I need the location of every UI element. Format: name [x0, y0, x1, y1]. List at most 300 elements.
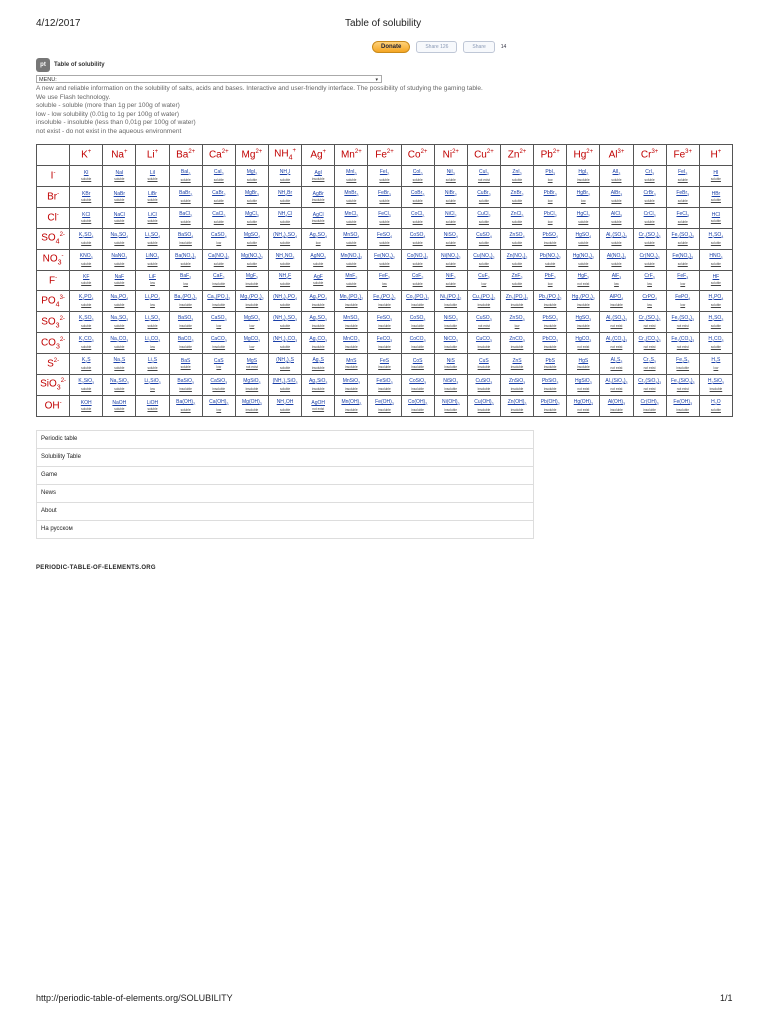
compound-formula-link[interactable]: $NH_4F$ — [278, 273, 292, 281]
compound-formula-link[interactable]: $(NH_4)_2SO_4$ — [273, 231, 297, 239]
compound-cell[interactable] — [268, 395, 301, 416]
compound-cell[interactable] — [302, 375, 335, 396]
compound-cell[interactable] — [567, 207, 600, 228]
compound-formula-link[interactable]: CuS — [479, 358, 489, 365]
compound-cell[interactable] — [302, 312, 335, 333]
compound-cell[interactable] — [666, 207, 699, 228]
compound-cell[interactable] — [136, 312, 169, 333]
compound-formula-link[interactable]: HgSiO$_3$ — [574, 378, 592, 386]
compound-cell[interactable] — [534, 228, 567, 249]
compound-cell[interactable] — [567, 395, 600, 416]
compound-formula-link[interactable]: $(NH_4)_2SO_3$ — [273, 315, 297, 323]
compound-formula-link[interactable]: $Ag_3PO_4$ — [309, 294, 327, 302]
compound-cell[interactable] — [633, 375, 666, 396]
compound-cell[interactable] — [666, 312, 699, 333]
compound-formula-link[interactable]: CoBr$_2$ — [410, 189, 425, 197]
compound-formula-link[interactable]: $Mg_3(PO_4)_2$ — [240, 294, 264, 302]
compound-cell[interactable] — [567, 375, 600, 396]
compound-cell[interactable] — [235, 395, 268, 416]
compound-cell[interactable] — [666, 270, 699, 291]
compound-cell[interactable] — [335, 228, 368, 249]
compound-cell[interactable] — [335, 291, 368, 312]
compound-formula-link[interactable]: $Ni(OH)_2$ — [441, 398, 460, 406]
compound-formula-link[interactable]: MgF$_2$ — [245, 273, 258, 281]
compound-cell[interactable] — [235, 186, 268, 207]
compound-formula-link[interactable]: CaSO$_4$ — [210, 231, 227, 239]
compound-formula-link[interactable]: MnI$_2$ — [346, 168, 357, 176]
compound-cell[interactable] — [202, 166, 235, 187]
compound-cell[interactable] — [633, 228, 666, 249]
compound-cell[interactable] — [434, 291, 467, 312]
compound-cell[interactable] — [302, 166, 335, 187]
compound-formula-link[interactable]: AgNO$_3$ — [310, 252, 326, 260]
compound-formula-link[interactable]: $Co(OH)_2$ — [408, 398, 428, 406]
compound-cell[interactable] — [202, 249, 235, 270]
compound-formula-link[interactable]: $H_2SO_4$ — [708, 231, 724, 239]
compound-cell[interactable] — [169, 228, 202, 249]
compound-formula-link[interactable]: CaF$_2$ — [213, 273, 225, 281]
compound-cell[interactable] — [600, 270, 633, 291]
compound-formula-link[interactable]: MnSO$_4$ — [343, 231, 360, 239]
compound-formula-link[interactable]: $H_2S$ — [711, 357, 721, 365]
compound-formula-link[interactable]: LiCl — [148, 211, 157, 218]
compound-formula-link[interactable]: $Ca(NO_3)_2$ — [208, 252, 230, 260]
compound-cell[interactable] — [467, 312, 500, 333]
compound-formula-link[interactable]: AlPO$_4$ — [609, 294, 624, 302]
compound-formula-link[interactable]: NaF — [114, 274, 125, 281]
compound-formula-link[interactable]: ZnI$_2$ — [512, 168, 522, 176]
compound-formula-link[interactable]: MgSiO$_3$ — [243, 378, 261, 386]
brand-title[interactable]: Table of solubility — [54, 62, 105, 68]
compound-formula-link[interactable]: CuBr$_2$ — [477, 189, 491, 197]
compound-formula-link[interactable]: AgBr — [312, 190, 324, 197]
compound-formula-link[interactable]: $Ag_2SO_4$ — [309, 231, 327, 239]
compound-formula-link[interactable]: CoCl$_2$ — [411, 210, 425, 218]
compound-cell[interactable] — [235, 375, 268, 396]
compound-formula-link[interactable]: $Ba(OH)_2$ — [176, 398, 196, 406]
compound-formula-link[interactable]: $NH_4I$ — [279, 168, 291, 176]
compound-cell[interactable] — [103, 249, 136, 270]
compound-cell[interactable] — [368, 291, 401, 312]
compound-cell[interactable] — [467, 228, 500, 249]
compound-cell[interactable] — [103, 186, 136, 207]
compound-formula-link[interactable]: NiSO$_4$ — [443, 231, 458, 239]
compound-cell[interactable] — [434, 375, 467, 396]
compound-formula-link[interactable]: $Cr_2S_3$ — [643, 357, 656, 365]
nav-item[interactable]: Solubility Table — [36, 449, 534, 467]
compound-formula-link[interactable]: KOH — [80, 399, 92, 406]
compound-cell[interactable] — [302, 291, 335, 312]
compound-cell[interactable] — [434, 312, 467, 333]
compound-cell[interactable] — [600, 186, 633, 207]
compound-cell[interactable] — [302, 228, 335, 249]
compound-formula-link[interactable]: NiCl$_2$ — [445, 210, 457, 218]
compound-formula-link[interactable]: ZnCl$_2$ — [510, 210, 524, 218]
compound-cell[interactable] — [434, 207, 467, 228]
compound-formula-link[interactable]: $Na_2S$ — [113, 357, 126, 365]
compound-cell[interactable] — [467, 186, 500, 207]
compound-formula-link[interactable]: CrBr$_3$ — [643, 189, 656, 197]
compound-cell[interactable] — [368, 395, 401, 416]
compound-cell[interactable] — [302, 333, 335, 354]
compound-cell[interactable] — [401, 375, 434, 396]
compound-cell[interactable] — [202, 312, 235, 333]
compound-cell[interactable] — [567, 333, 600, 354]
compound-formula-link[interactable]: CaS — [213, 358, 224, 365]
compound-formula-link[interactable]: FeF$_2$ — [379, 273, 390, 281]
compound-cell[interactable] — [401, 166, 434, 187]
compound-formula-link[interactable]: $Pb(OH)_2$ — [540, 398, 560, 406]
compound-cell[interactable] — [401, 312, 434, 333]
compound-cell[interactable] — [434, 228, 467, 249]
compound-cell[interactable] — [567, 270, 600, 291]
compound-formula-link[interactable]: CuCO$_3$ — [475, 336, 492, 344]
compound-cell[interactable] — [666, 354, 699, 375]
compound-formula-link[interactable]: $Ba(NO_3)_2$ — [175, 252, 197, 260]
compound-formula-link[interactable]: $Ca(OH)_2$ — [209, 398, 229, 406]
compound-formula-link[interactable]: CoSO$_3$ — [409, 315, 426, 323]
compound-cell[interactable] — [202, 228, 235, 249]
compound-formula-link[interactable]: FeCl$_2$ — [378, 210, 391, 218]
compound-formula-link[interactable]: PbSO$_4$ — [542, 231, 558, 239]
compound-formula-link[interactable]: $NH_4Br$ — [277, 189, 293, 197]
compound-cell[interactable] — [600, 354, 633, 375]
compound-formula-link[interactable]: $Ni_3(PO_4)_2$ — [440, 294, 462, 302]
compound-formula-link[interactable]: FeSO$_3$ — [376, 315, 392, 323]
compound-cell[interactable] — [401, 291, 434, 312]
compound-cell[interactable] — [500, 270, 533, 291]
compound-cell[interactable] — [534, 249, 567, 270]
compound-formula-link[interactable]: $Co_3(PO_4)_2$ — [406, 294, 430, 302]
compound-cell[interactable] — [70, 270, 103, 291]
compound-cell[interactable] — [434, 395, 467, 416]
compound-cell[interactable] — [235, 207, 268, 228]
compound-cell[interactable] — [434, 186, 467, 207]
compound-formula-link[interactable]: $Co(NO_3)_2$ — [407, 252, 429, 260]
compound-formula-link[interactable]: KF — [83, 274, 90, 281]
compound-formula-link[interactable]: NiI$_2$ — [446, 168, 455, 176]
compound-formula-link[interactable]: $H_2SO_3$ — [708, 315, 724, 323]
compound-formula-link[interactable]: FeSO$_4$ — [376, 231, 392, 239]
compound-formula-link[interactable]: $Ag_2CO_3$ — [309, 336, 327, 344]
compound-cell[interactable] — [169, 186, 202, 207]
compound-formula-link[interactable]: MnBr$_2$ — [344, 189, 359, 197]
compound-cell[interactable] — [268, 375, 301, 396]
compound-formula-link[interactable]: CuSO$_3$ — [476, 315, 492, 323]
compound-cell[interactable] — [136, 333, 169, 354]
compound-cell[interactable] — [633, 395, 666, 416]
compound-formula-link[interactable]: $Fe_2S_3$ — [676, 357, 690, 365]
compound-formula-link[interactable]: LiF — [149, 274, 156, 281]
compound-cell[interactable] — [567, 166, 600, 187]
compound-cell[interactable] — [103, 291, 136, 312]
compound-formula-link[interactable]: $Zn(OH)_2$ — [507, 398, 527, 406]
compound-cell[interactable] — [633, 354, 666, 375]
compound-cell[interactable] — [136, 270, 169, 291]
compound-cell[interactable] — [699, 354, 732, 375]
compound-cell[interactable] — [534, 186, 567, 207]
compound-formula-link[interactable]: LiOH — [146, 399, 159, 406]
compound-cell[interactable] — [335, 375, 368, 396]
compound-cell[interactable] — [567, 249, 600, 270]
compound-cell[interactable] — [368, 207, 401, 228]
compound-cell[interactable] — [600, 312, 633, 333]
compound-formula-link[interactable]: CaBr$_2$ — [212, 189, 226, 197]
compound-cell[interactable] — [467, 333, 500, 354]
compound-cell[interactable] — [699, 312, 732, 333]
compound-cell[interactable] — [467, 395, 500, 416]
compound-formula-link[interactable]: $K_2CO_3$ — [78, 336, 94, 344]
compound-cell[interactable] — [666, 228, 699, 249]
compound-cell[interactable] — [70, 395, 103, 416]
compound-formula-link[interactable]: HgF$_2$ — [577, 273, 590, 281]
compound-formula-link[interactable]: BaBr$_2$ — [179, 189, 193, 197]
compound-formula-link[interactable]: HCl — [711, 211, 721, 218]
compound-cell[interactable] — [699, 375, 732, 396]
compound-cell[interactable] — [169, 166, 202, 187]
compound-cell[interactable] — [434, 354, 467, 375]
compound-cell[interactable] — [70, 228, 103, 249]
compound-formula-link[interactable]: PbSiO$_3$ — [541, 378, 559, 386]
compound-cell[interactable] — [699, 291, 732, 312]
compound-formula-link[interactable]: $NH_4OH$ — [276, 398, 294, 406]
compound-cell[interactable] — [103, 333, 136, 354]
compound-cell[interactable] — [401, 333, 434, 354]
compound-formula-link[interactable]: FeBr$_3$ — [676, 189, 690, 197]
compound-cell[interactable] — [699, 186, 732, 207]
compound-cell[interactable] — [268, 270, 301, 291]
compound-cell[interactable] — [368, 270, 401, 291]
compound-cell[interactable] — [235, 228, 268, 249]
compound-formula-link[interactable]: $K_2SiO_3$ — [78, 378, 95, 386]
compound-formula-link[interactable]: KI — [83, 169, 89, 176]
compound-formula-link[interactable]: FeS — [379, 358, 390, 365]
compound-formula-link[interactable]: CrPO$_4$ — [642, 294, 657, 302]
compound-cell[interactable] — [335, 207, 368, 228]
compound-cell[interactable] — [202, 207, 235, 228]
compound-formula-link[interactable]: $Fe_2(CO_3)_3$ — [671, 336, 695, 344]
compound-formula-link[interactable]: AgCl — [312, 211, 324, 218]
compound-cell[interactable] — [534, 270, 567, 291]
compound-cell[interactable] — [500, 228, 533, 249]
nav-item[interactable]: About — [36, 503, 534, 521]
compound-formula-link[interactable]: $Hg(NO_3)_2$ — [572, 252, 594, 260]
compound-cell[interactable] — [169, 291, 202, 312]
compound-cell[interactable] — [136, 395, 169, 416]
compound-cell[interactable] — [268, 166, 301, 187]
compound-cell[interactable] — [169, 395, 202, 416]
compound-formula-link[interactable]: MnCl$_2$ — [344, 210, 359, 218]
compound-formula-link[interactable]: CoF$_2$ — [411, 273, 424, 281]
compound-formula-link[interactable]: CuI$_2$ — [479, 168, 489, 176]
compound-formula-link[interactable]: AgI — [314, 169, 322, 176]
compound-formula-link[interactable]: CoCO$_3$ — [409, 336, 426, 344]
compound-cell[interactable] — [335, 395, 368, 416]
compound-formula-link[interactable]: MgS — [246, 358, 258, 365]
compound-cell[interactable] — [169, 354, 202, 375]
compound-cell[interactable] — [70, 375, 103, 396]
compound-formula-link[interactable]: $Na_2SO_4$ — [110, 231, 129, 239]
compound-formula-link[interactable]: $Mn(OH)_2$ — [341, 398, 362, 406]
compound-cell[interactable] — [235, 270, 268, 291]
compound-formula-link[interactable]: PbCl$_2$ — [543, 210, 557, 218]
compound-cell[interactable] — [633, 186, 666, 207]
compound-formula-link[interactable]: PbS — [545, 358, 555, 365]
compound-formula-link[interactable]: NiSO$_3$ — [443, 315, 458, 323]
compound-cell[interactable] — [268, 312, 301, 333]
compound-cell[interactable] — [103, 207, 136, 228]
compound-cell[interactable] — [666, 186, 699, 207]
compound-cell[interactable] — [467, 354, 500, 375]
compound-cell[interactable] — [633, 207, 666, 228]
compound-formula-link[interactable]: $Zn_3(PO_4)_2$ — [505, 294, 529, 302]
compound-formula-link[interactable]: CrCl$_3$ — [643, 210, 656, 218]
compound-cell[interactable] — [434, 249, 467, 270]
compound-cell[interactable] — [500, 166, 533, 187]
compound-cell[interactable] — [136, 186, 169, 207]
compound-formula-link[interactable]: ZnSO$_4$ — [509, 231, 525, 239]
compound-formula-link[interactable]: MgSO$_4$ — [243, 231, 260, 239]
compound-formula-link[interactable]: $Li_2SO_3$ — [144, 315, 161, 323]
compound-cell[interactable] — [235, 291, 268, 312]
compound-formula-link[interactable]: ZnSiO$_3$ — [508, 378, 526, 386]
compound-formula-link[interactable]: FeF$_3$ — [677, 273, 689, 281]
compound-formula-link[interactable]: BaSO$_3$ — [177, 315, 194, 323]
compound-formula-link[interactable]: KCl — [82, 211, 91, 218]
compound-cell[interactable] — [169, 333, 202, 354]
compound-cell[interactable] — [600, 395, 633, 416]
compound-formula-link[interactable]: AlCl$_3$ — [610, 210, 623, 218]
compound-cell[interactable] — [600, 291, 633, 312]
compound-formula-link[interactable]: CuF$_2$ — [478, 273, 490, 281]
compound-cell[interactable] — [500, 333, 533, 354]
compound-formula-link[interactable]: $Pb_3(PO_4)_2$ — [538, 294, 562, 302]
compound-cell[interactable] — [567, 312, 600, 333]
compound-formula-link[interactable]: PbSO$_3$ — [542, 315, 558, 323]
compound-formula-link[interactable]: $Cu_3(PO_4)_2$ — [472, 294, 496, 302]
compound-cell[interactable] — [534, 291, 567, 312]
compound-cell[interactable] — [567, 228, 600, 249]
compound-cell[interactable] — [500, 207, 533, 228]
compound-formula-link[interactable]: $Cr(NO_3)_3$ — [639, 252, 660, 260]
compound-cell[interactable] — [169, 249, 202, 270]
compound-cell[interactable] — [169, 312, 202, 333]
compound-formula-link[interactable]: $Cr_2(SO_3)_3$ — [638, 315, 661, 323]
compound-cell[interactable] — [600, 228, 633, 249]
compound-cell[interactable] — [335, 354, 368, 375]
compound-cell[interactable] — [169, 270, 202, 291]
compound-formula-link[interactable]: NiF$_2$ — [445, 273, 456, 281]
compound-cell[interactable] — [666, 291, 699, 312]
compound-cell[interactable] — [434, 166, 467, 187]
compound-formula-link[interactable]: MnF$_2$ — [345, 273, 358, 281]
compound-cell[interactable] — [136, 207, 169, 228]
compound-formula-link[interactable]: $Fe(OH)_3$ — [673, 398, 693, 406]
compound-formula-link[interactable]: $Ca_3(PO_4)_2$ — [207, 294, 231, 302]
compound-cell[interactable] — [467, 270, 500, 291]
menu-select[interactable] — [36, 75, 382, 83]
compound-formula-link[interactable]: FePO$_4$ — [675, 294, 691, 302]
compound-cell[interactable] — [368, 249, 401, 270]
compound-formula-link[interactable]: HgSO$_3$ — [575, 315, 592, 323]
compound-cell[interactable] — [534, 395, 567, 416]
compound-cell[interactable] — [467, 291, 500, 312]
compound-formula-link[interactable]: CaSiO$_3$ — [210, 378, 228, 386]
compound-cell[interactable] — [467, 249, 500, 270]
compound-formula-link[interactable]: $Mn(NO_3)_2$ — [340, 252, 363, 260]
compound-formula-link[interactable]: $Fe(NO_3)_2$ — [374, 252, 395, 260]
compound-formula-link[interactable]: MnSiO$_3$ — [342, 378, 360, 386]
compound-formula-link[interactable]: MnS — [346, 358, 357, 365]
nav-item[interactable]: Game — [36, 467, 534, 485]
compound-cell[interactable] — [401, 228, 434, 249]
compound-cell[interactable] — [368, 186, 401, 207]
compound-formula-link[interactable]: $Al_2(SiO_3)_3$ — [605, 378, 628, 386]
compound-formula-link[interactable]: ZnF$_2$ — [511, 273, 523, 281]
compound-formula-link[interactable]: $(NH_4)_2S$ — [276, 357, 294, 365]
compound-formula-link[interactable]: $Cu(OH)_2$ — [474, 398, 494, 406]
donate-button[interactable]: Donate — [372, 41, 410, 53]
compound-cell[interactable] — [699, 228, 732, 249]
compound-cell[interactable] — [666, 249, 699, 270]
compound-formula-link[interactable]: MgCO$_3$ — [243, 336, 261, 344]
compound-formula-link[interactable]: BaS — [180, 358, 191, 365]
compound-cell[interactable] — [103, 270, 136, 291]
compound-cell[interactable] — [368, 375, 401, 396]
compound-formula-link[interactable]: CoSiO$_3$ — [409, 378, 426, 386]
compound-cell[interactable] — [699, 207, 732, 228]
compound-cell[interactable] — [136, 166, 169, 187]
compound-formula-link[interactable]: $Fe(OH)_2$ — [375, 398, 394, 406]
compound-formula-link[interactable]: $Hg_3(PO_4)_2$ — [571, 294, 595, 302]
compound-formula-link[interactable]: PbF$_2$ — [544, 273, 556, 281]
compound-cell[interactable] — [136, 249, 169, 270]
compound-cell[interactable] — [70, 166, 103, 187]
compound-formula-link[interactable]: $H_2CO_3$ — [708, 336, 724, 344]
compound-cell[interactable] — [70, 333, 103, 354]
compound-cell[interactable] — [202, 270, 235, 291]
compound-cell[interactable] — [302, 186, 335, 207]
compound-cell[interactable] — [335, 166, 368, 187]
compound-formula-link[interactable]: BaSO$_4$ — [177, 231, 194, 239]
compound-cell[interactable] — [467, 207, 500, 228]
compound-cell[interactable] — [401, 354, 434, 375]
compound-formula-link[interactable]: $Na_3PO_4$ — [110, 294, 129, 302]
compound-cell[interactable] — [70, 354, 103, 375]
compound-cell[interactable] — [368, 354, 401, 375]
compound-formula-link[interactable]: FeCl$_3$ — [676, 210, 690, 218]
compound-formula-link[interactable]: $(NH_4)_2SiO_3$ — [272, 378, 298, 386]
compound-formula-link[interactable]: $Zn(NO_3)_2$ — [506, 252, 528, 260]
compound-cell[interactable] — [666, 166, 699, 187]
compound-cell[interactable] — [268, 249, 301, 270]
compound-formula-link[interactable]: $K_2S$ — [81, 357, 91, 365]
compound-cell[interactable] — [600, 375, 633, 396]
compound-formula-link[interactable]: NiBr$_2$ — [444, 189, 457, 197]
nav-item[interactable]: News — [36, 485, 534, 503]
compound-cell[interactable] — [268, 207, 301, 228]
compound-cell[interactable] — [600, 207, 633, 228]
compound-formula-link[interactable]: BaCO$_3$ — [177, 336, 194, 344]
compound-cell[interactable] — [335, 312, 368, 333]
compound-formula-link[interactable]: ZnS — [512, 358, 522, 365]
compound-formula-link[interactable]: FeBr$_2$ — [378, 189, 391, 197]
compound-cell[interactable] — [202, 375, 235, 396]
compound-cell[interactable] — [136, 291, 169, 312]
compound-formula-link[interactable]: LiNO$_3$ — [145, 252, 160, 260]
compound-cell[interactable] — [699, 333, 732, 354]
compound-cell[interactable] — [534, 166, 567, 187]
